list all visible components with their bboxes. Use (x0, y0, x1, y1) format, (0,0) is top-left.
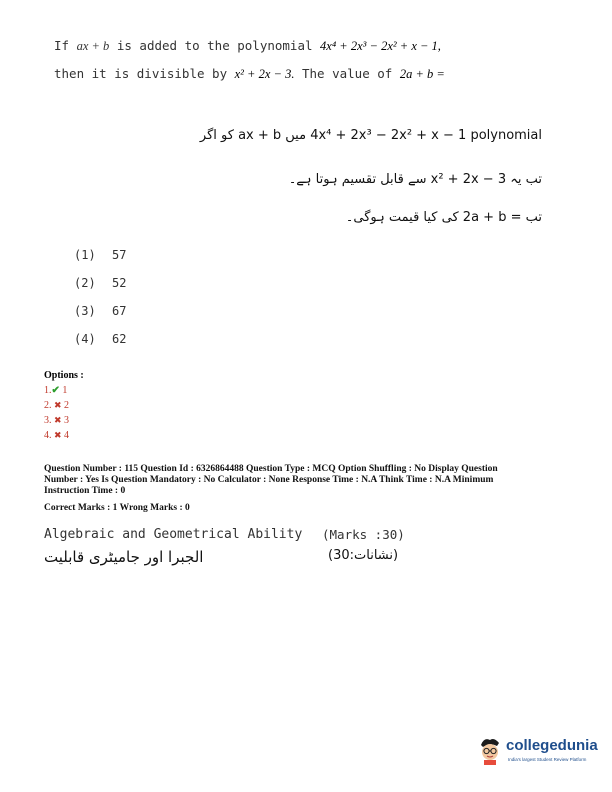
choice-3: (3) 67 (74, 304, 127, 318)
choice-1: (1) 57 (74, 248, 127, 262)
logo-name: collegedunia (506, 737, 598, 754)
question-line-2: then it is divisible by x² + 2x − 3. The value of 2a + b = (54, 66, 445, 81)
mascot-icon (478, 737, 502, 765)
question-line-1: If ax + b is added to the polynomial 4x⁴ + 2x³ − 2x² + x − 1, (54, 38, 441, 53)
choice-4: (4) 62 (74, 332, 127, 346)
logo-tagline: India's largest Student Review Platform (508, 757, 587, 762)
section-marks-ur: (نشانات:30) (328, 548, 399, 563)
options-title: Options : (44, 370, 84, 381)
section-marks-en: (Marks :30) (322, 527, 405, 542)
marks-info: Correct Marks : 1 Wrong Marks : 0 (44, 503, 190, 513)
section-title-en: Algebraic and Geometrical Ability (44, 527, 303, 542)
question-urdu-line-3: تب = 2a + b کی کیا قیمت ہوگی۔ (345, 210, 542, 225)
options-list (44, 368, 84, 443)
question-meta: Question Number : 115 Question Id : 6326864488 Question Type : MCQ Option Shuffling : No Display Question Number : Yes Is Question Mandatory : No Calculator : None Response Time : N.A Think Time : N.A Minimum Instruction Time : 0 (44, 464, 498, 496)
choice-2: (2) 52 (74, 276, 127, 290)
option-row-1: 1.✔ 1 (44, 385, 68, 396)
cross-icon: ✖ (54, 430, 62, 440)
cross-icon: ✖ (54, 400, 62, 410)
option-row-4: 4. ✖ 4 (44, 430, 70, 441)
collegedunia-logo (478, 735, 608, 775)
cross-icon: ✖ (54, 415, 62, 425)
section-title-ur: الجبرا اور جامیٹری قابلیت (44, 548, 204, 566)
option-row-2: 2. ✖ 2 (44, 400, 70, 411)
question-urdu-line-2: تب یہ x² + 2x − 3 سے قابل تقسیم ہوتا ہے۔ (288, 172, 542, 187)
check-icon: ✔ (51, 385, 60, 396)
option-row-3: 3. ✖ 3 (44, 415, 70, 426)
question-urdu-line-1: 4x⁴ + 2x³ − 2x² + x − 1 polynomial میں ax + b کو اگر (199, 128, 542, 143)
